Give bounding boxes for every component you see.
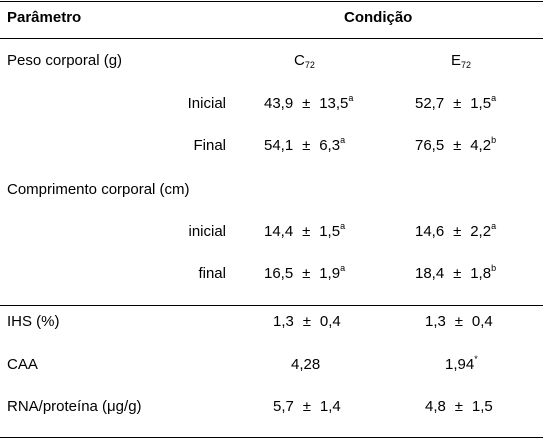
row-label-weight-final: Final <box>193 137 226 154</box>
column-e72: $E_{72}$ <box>451 52 472 70</box>
cell-ihs-e: 1,3 ± 0,4 <box>425 313 493 330</box>
header-parameter: Parâmetro <box>7 9 82 26</box>
row-label-length-initial: inicial <box>188 223 226 240</box>
before-ihs-rule <box>0 305 543 306</box>
header-bottom-rule <box>0 38 543 39</box>
cell-rna-protein-c: 5,7 ± 1,4 <box>273 398 341 415</box>
cell-caa-e: 1,94* <box>445 354 478 373</box>
table-bottom-rule <box>0 437 543 438</box>
cell-weight-initial-c: 43,9 ± 13,5$^a$ <box>264 93 354 112</box>
cell-length-final-e: 18,4 ± 1,8$^b$ <box>415 263 497 282</box>
row-label-caa: CAA <box>7 356 38 373</box>
column-c72: $C_{72}$ <box>294 52 315 70</box>
cell-weight-final-e: 76,5 ± 4,2$^b$ <box>415 135 497 154</box>
cell-length-initial-c: 14,4 ± 1,5$^a$ <box>264 221 346 240</box>
row-label-length-final: final <box>198 265 226 282</box>
group-label-weight: Peso corporal (g) <box>7 52 123 69</box>
cell-ihs-c: 1,3 ± 0,4 <box>273 313 341 330</box>
cell-rna-protein-e: 4,8 ± 1,5 <box>425 398 493 415</box>
row-label-ihs: IHS (%) <box>7 313 60 330</box>
cell-length-final-c: 16,5 ± 1,9$^a$ <box>264 263 346 282</box>
row-label-weight-initial: Inicial <box>187 95 226 112</box>
cell-caa-c: 4,28 <box>291 356 321 373</box>
table-top-rule <box>0 1 543 2</box>
group-label-length: Comprimento corporal (cm) <box>7 181 190 198</box>
cell-weight-final-c: 54,1 ± 6,3$^a$ <box>264 135 346 154</box>
cell-weight-initial-e: 52,7 ± 1,5$^a$ <box>415 93 497 112</box>
row-label-rna-protein: RNA/proteína (μg/g) <box>7 398 142 415</box>
header-condition: Condição <box>344 9 413 26</box>
cell-length-initial-e: 14,6 ± 2,2$^a$ <box>415 221 497 240</box>
